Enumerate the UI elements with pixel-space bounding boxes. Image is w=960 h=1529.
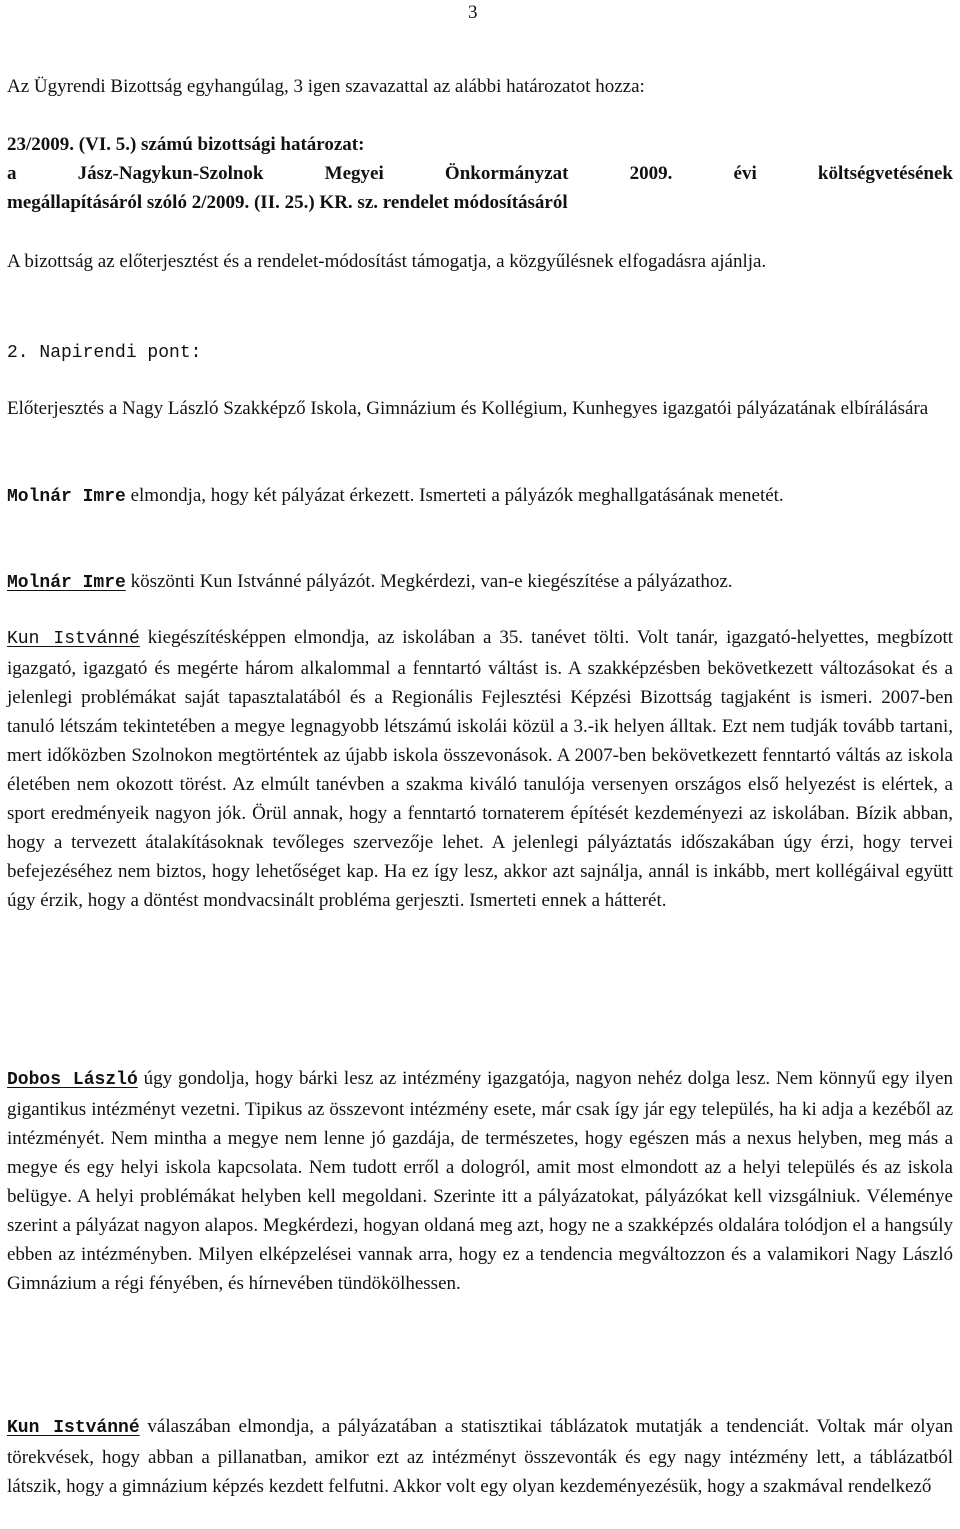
paragraph-text: köszönti Kun Istvánné pályázót. Megkérdezi, van-e kiegészítése a pályázathoz. (125, 571, 733, 592)
intro-paragraph (7, 72, 953, 101)
resolution-word: Önkormányzat (444, 163, 569, 184)
speaker-name: Molnár Imre (7, 573, 126, 593)
paragraph-1 (7, 481, 953, 512)
paragraph-text: válaszában elmondja, a pályázatában a statisztikai táblázatok mutatják a tendenciát. Voltak már olyan törekvések, hogy abban a pillanatban, amikor ezt az intézményt összevonták és egy nagy intézmény lett, a táblázatból látszik, hogy a gimnázium képzés kezdett felfutni. Akkor volt egy olyan kezdeményezésük, hogy a szakmával rendelkező (7, 1416, 954, 1497)
resolution-heading: 23/2009. (VI. 5.) számú bizottsági határozat: (7, 134, 365, 155)
resolution-body-text: A bizottság az előterjesztést és a rendelet-módosítást támogatja, a közgyűlésnek elfogadásra ajánlja. (7, 251, 767, 272)
page-number: 3 (468, 2, 478, 23)
resolution-word: Megyei (324, 163, 384, 184)
speaker-name: Kun Istvánné (7, 629, 140, 649)
resolution-word: költségvetésének (817, 163, 953, 184)
resolution-block (7, 130, 953, 217)
resolution-title-end: megállapításáról szóló 2/2009. (II. 25.) KR. sz. rendelet módosításáról (7, 192, 568, 213)
paragraph-5 (7, 1412, 953, 1501)
agenda-heading: 2. Napirendi pont: (7, 343, 202, 363)
speaker-name: Dobos László (7, 1070, 138, 1090)
paragraph-text: úgy gondolja, hogy bárki lesz az intézmény igazgatója, nagyon nehéz dolga lesz. Nem könnyű egy ilyen gigantikus intézményt vezetni. Tipikus az összevont intézmény esete, már csak így jár egy település, ha ki adja a kezéből az intézményét. Nem mintha a megye nem lenne jó gazdája, de természetes, hogy egészen más a nexus helyben, meg más a megye és egy helyi iskola kapcsolata. Nem tudott erről a dologról, amit most elmondott az a helyi település és az iskola belügye. A helyi problémákat helyben kell megoldani. Szerinte itt a pályázatokat, pályázókat kell vizsgálniuk. Véleménye szerint a pályázat nagyon alapos. Megkérdezi, hogyan oldaná meg azt, hogy ne a szakképzés oldalára tolódjon el a hangsúly ebben az intézményben. Milyen elképzelései vannak arra, hogy ez a tendencia megváltozzon és a valamikori Nagy László Gimnázium a régi fényében, és hírnevében tündökölhessen. (7, 1068, 953, 1294)
resolution-body (7, 247, 953, 276)
speaker-name: Molnár Imre (7, 487, 126, 507)
resolution-word: évi (733, 163, 757, 184)
paragraph-text: kiegészítésképpen elmondja, az iskolában a 35. tanévet tölti. Volt tanár, igazgató-helyettes, megbízott igazgató, igazgató és megérte három alkalommal a fenntartó váltást is. A szakképzésben bekövetkezett változásokat és a jelenlegi problémákat saját tapasztalatából és a Regionális Fejlesztési Képzési Bizottság tagjaként is ismeri. 2007-ben tanuló létszám tekintetében a megye legnagyobb létszámú iskolái közül a 3.-ik helyen álltak. Ezt nem tudják tovább tartani, mert időközben Szolnokon megtörténtek az újabb iskola összevonások. A 2007-ben bekövetkezett fenntartó váltás az iskola életében nem okozott törést. Az elmúlt tanévben a szakma kiváló tanulója versenyen országos első helyezést is elértek, a sport eredményeik nagyon jók. Örül annak, hogy a fenntartó tornaterem építését kezdeményezi az iskolában. Bízik abban, hogy a tervezett átalakításoknak tevőleges szervezője lehet. A jelenlegi pályáztatás időszakában úgy érzi, hogy tervei befejezéséhez nem biztos, hogy lehetőséget kap. Ha ez így lesz, akkor azt sajnálja, annál is inkább, mert kollégáival együtt úgy érzik, hogy a döntést mondvacsinált probléma gerjeszti. Ismerteti ennek a hátterét. (7, 627, 953, 911)
paragraph-3 (7, 623, 953, 915)
resolution-word: a (7, 163, 17, 184)
paragraph-text: elmondja, hogy két pályázat érkezett. Ismerteti a pályázók meghallgatásának menetét. (125, 485, 784, 506)
resolution-word: 2009. (629, 163, 673, 184)
paragraph-4 (7, 1064, 953, 1298)
intro-text: Az Ügyrendi Bizottság egyhangúlag, 3 igen szavazattal az alábbi határozatot hozza: (7, 76, 645, 97)
agenda-heading-block (7, 339, 953, 368)
paragraph-2 (7, 567, 953, 598)
speaker-name: Kun Istvánné (7, 1418, 140, 1438)
resolution-word: Jász-Nagykun-Szolnok (77, 163, 264, 184)
resolution-title-line (7, 159, 953, 188)
agenda-title-block (7, 394, 953, 423)
agenda-title: Előterjesztés a Nagy László Szakképző Iskola, Gimnázium és Kollégium, Kunhegyes igazgatói pályázatának elbírálására (7, 398, 929, 419)
